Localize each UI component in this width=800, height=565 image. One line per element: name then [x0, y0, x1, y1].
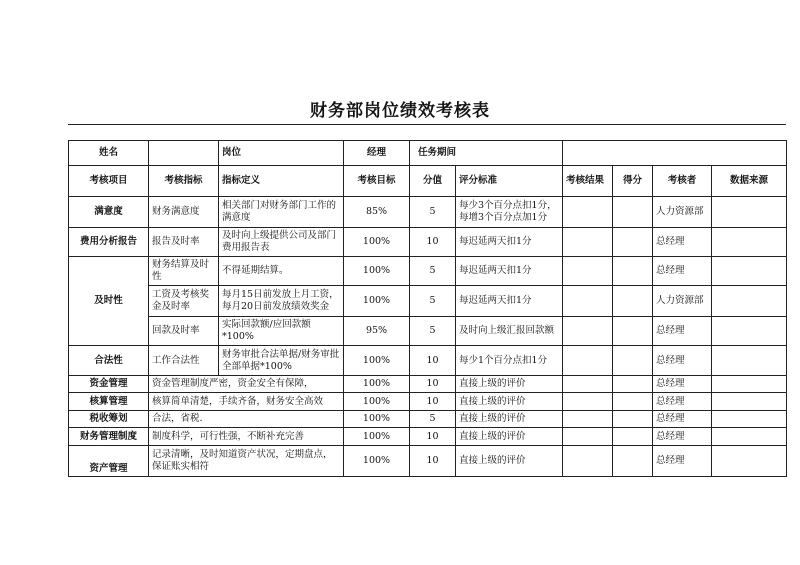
row-indicator: 制度科学，可行性强，不断补充完善 — [149, 428, 344, 446]
performance-table — [68, 140, 787, 477]
row-definition: 不得延期结算。 — [219, 257, 344, 286]
row-definition: 及时向上级提供公司及部门费用报告表 — [219, 228, 344, 257]
row-points — [613, 376, 653, 393]
row-source — [712, 197, 787, 228]
period-value — [563, 141, 787, 166]
document-title: 财务部岗位绩效考核表 — [310, 101, 490, 121]
row-result — [563, 197, 613, 228]
row-indicator: 工作合法性 — [149, 346, 219, 376]
row-source — [712, 286, 787, 317]
row-item: 及时性 — [69, 257, 149, 346]
row-assessor: 总经理 — [653, 376, 712, 393]
row-source — [712, 317, 787, 346]
row-item: 合法性 — [69, 346, 149, 376]
row-score: 10 — [410, 376, 456, 393]
row-definition: 财务审批合法单据/财务审批全部单据*100% — [219, 346, 344, 376]
header-row — [69, 166, 787, 197]
row-standard: 及时向上级汇报回款额 — [456, 317, 563, 346]
header-definition: 指标定义 — [219, 166, 344, 197]
table-row — [69, 428, 787, 446]
name-value — [149, 141, 219, 166]
row-points — [613, 346, 653, 376]
table-row — [69, 393, 787, 411]
table-row — [69, 197, 787, 228]
post-value: 经理 — [344, 141, 410, 166]
row-item: 核算管理 — [69, 393, 149, 411]
row-target: 100% — [344, 346, 410, 376]
row-item: 资金管理 — [69, 376, 149, 393]
row-points — [613, 446, 653, 477]
row-result — [563, 393, 613, 411]
row-source — [712, 346, 787, 376]
row-result — [563, 286, 613, 317]
row-indicator: 财务满意度 — [149, 197, 219, 228]
title-underline — [68, 124, 786, 125]
header-item: 考核项目 — [69, 166, 149, 197]
name-label: 姓名 — [69, 141, 149, 166]
row-standard: 每少3个百分点扣1分，每增3个百分点加1分 — [456, 197, 563, 228]
row-result — [563, 411, 613, 428]
row-indicator: 回款及时率 — [149, 317, 219, 346]
row-assessor: 总经理 — [653, 346, 712, 376]
row-result — [563, 317, 613, 346]
table-row — [69, 257, 787, 286]
row-score: 5 — [410, 257, 456, 286]
row-assessor: 总经理 — [653, 317, 712, 346]
row-result — [563, 346, 613, 376]
row-score: 10 — [410, 393, 456, 411]
row-item: 费用分析报告 — [69, 228, 149, 257]
row-definition: 每月15日前发放上月工资，每月20日前发放绩效奖金 — [219, 286, 344, 317]
header-result: 考核结果 — [563, 166, 613, 197]
row-target: 100% — [344, 446, 410, 477]
row-result — [563, 446, 613, 477]
row-item: 资产管理 — [69, 446, 149, 477]
post-label: 岗位 — [219, 141, 344, 166]
row-result — [563, 257, 613, 286]
row-assessor: 总经理 — [653, 411, 712, 428]
row-indicator: 报告及时率 — [149, 228, 219, 257]
row-score: 5 — [410, 286, 456, 317]
row-score: 10 — [410, 428, 456, 446]
row-score: 10 — [410, 228, 456, 257]
row-source — [712, 428, 787, 446]
row-result — [563, 228, 613, 257]
row-standard: 每迟延两天扣1分 — [456, 228, 563, 257]
row-score: 10 — [410, 346, 456, 376]
table-row — [69, 228, 787, 257]
row-source — [712, 376, 787, 393]
period-label: 任务期间 — [410, 141, 563, 166]
row-assessor: 总经理 — [653, 257, 712, 286]
row-points — [613, 257, 653, 286]
row-source — [712, 411, 787, 428]
row-result — [563, 428, 613, 446]
row-target: 100% — [344, 376, 410, 393]
row-points — [613, 228, 653, 257]
row-target: 100% — [344, 286, 410, 317]
row-assessor: 总经理 — [653, 446, 712, 477]
row-standard: 每少1个百分点扣1分 — [456, 346, 563, 376]
header-standard: 评分标准 — [456, 166, 563, 197]
row-standard: 直接上级的评价 — [456, 446, 563, 477]
header-target: 考核目标 — [344, 166, 410, 197]
row-indicator: 记录清晰，及时知道资产状况，定期盘点，保证账实相符 — [149, 446, 344, 477]
row-target: 85% — [344, 197, 410, 228]
row-item: 税收筹划 — [69, 411, 149, 428]
row-definition: 相关部门对财务部门工作的满意度 — [219, 197, 344, 228]
row-definition: 实际回款额/应回款额*100% — [219, 317, 344, 346]
row-points — [613, 393, 653, 411]
row-assessor: 人力资源部 — [653, 286, 712, 317]
row-standard: 直接上级的评价 — [456, 376, 563, 393]
row-standard: 直接上级的评价 — [456, 428, 563, 446]
table-row — [69, 411, 787, 428]
table-row — [69, 346, 787, 376]
row-standard: 直接上级的评价 — [456, 393, 563, 411]
row-score: 5 — [410, 197, 456, 228]
table-row — [69, 317, 787, 346]
row-indicator: 核算简单清楚，手续齐备，财务安全高效 — [149, 393, 344, 411]
row-indicator: 合法，省税. — [149, 411, 344, 428]
row-points — [613, 411, 653, 428]
row-assessor: 人力资源部 — [653, 197, 712, 228]
header-source: 数据来源 — [712, 166, 787, 197]
row-result — [563, 376, 613, 393]
row-target: 100% — [344, 393, 410, 411]
row-indicator: 资金管理制度严密，资金安全有保障， — [149, 376, 344, 393]
row-target: 100% — [344, 411, 410, 428]
table-row — [69, 376, 787, 393]
row-target: 95% — [344, 317, 410, 346]
row-source — [712, 393, 787, 411]
row-score: 5 — [410, 411, 456, 428]
row-assessor: 总经理 — [653, 228, 712, 257]
row-target: 100% — [344, 428, 410, 446]
row-assessor: 总经理 — [653, 393, 712, 411]
row-points — [613, 428, 653, 446]
row-target: 100% — [344, 228, 410, 257]
row-score: 10 — [410, 446, 456, 477]
row-score: 5 — [410, 317, 456, 346]
row-points — [613, 317, 653, 346]
header-score: 分值 — [410, 166, 456, 197]
row-points — [613, 286, 653, 317]
row-target: 100% — [344, 257, 410, 286]
header-points: 得分 — [613, 166, 653, 197]
row-source — [712, 257, 787, 286]
row-standard: 每迟延两天扣1分 — [456, 257, 563, 286]
row-indicator: 工资及考核奖金及时率 — [149, 286, 219, 317]
header-indicator: 考核指标 — [149, 166, 219, 197]
header-assessor: 考核者 — [653, 166, 712, 197]
row-source — [712, 446, 787, 477]
info-row — [69, 141, 787, 166]
table-row — [69, 286, 787, 317]
table-row — [69, 446, 787, 477]
row-indicator: 财务结算及时性 — [149, 257, 219, 286]
row-points — [613, 197, 653, 228]
row-standard: 直接上级的评价 — [456, 411, 563, 428]
row-item: 财务管理制度 — [69, 428, 149, 446]
row-standard: 每迟延两天扣1分 — [456, 286, 563, 317]
row-item: 满意度 — [69, 197, 149, 228]
row-assessor: 总经理 — [653, 428, 712, 446]
row-source — [712, 228, 787, 257]
